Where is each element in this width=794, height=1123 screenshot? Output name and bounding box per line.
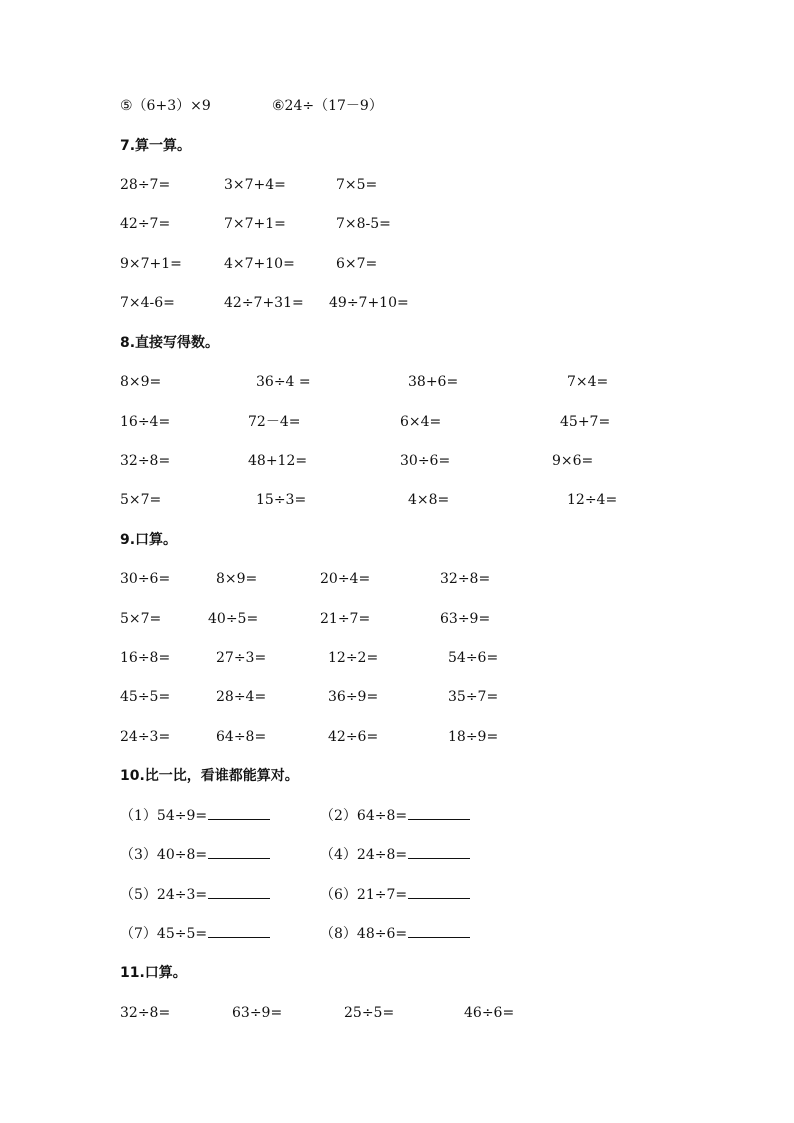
problem-item: 45+7= bbox=[560, 414, 611, 430]
problem-item: 72－4= bbox=[248, 414, 301, 430]
fill-in-item bbox=[320, 886, 470, 904]
problem-item: 3×7+4= bbox=[224, 177, 286, 193]
answer-blank[interactable] bbox=[408, 925, 470, 938]
problem-item: 64÷8= bbox=[216, 729, 267, 745]
answer-blank[interactable] bbox=[208, 807, 270, 820]
problem-item: 63÷9= bbox=[440, 611, 491, 627]
fill-in-item bbox=[120, 807, 270, 825]
problem-item: 32÷8= bbox=[440, 571, 491, 587]
problem-item: 27÷3= bbox=[216, 650, 267, 666]
problem-item: 6×4= bbox=[400, 414, 442, 430]
problem-item: 7×4-6= bbox=[120, 295, 175, 311]
problem-item: 20÷4= bbox=[320, 571, 371, 587]
problem-item: 16÷8= bbox=[120, 650, 171, 666]
section-7-title: 7.算一算。 bbox=[120, 138, 192, 154]
problem-item: 38+6= bbox=[408, 374, 459, 390]
problem-item: 25÷5= bbox=[344, 1005, 395, 1021]
problem-item: 28÷7= bbox=[120, 177, 171, 193]
problem-text: （5）24÷3= bbox=[120, 887, 208, 903]
answer-blank[interactable] bbox=[208, 925, 270, 938]
problem-item: 12÷4= bbox=[567, 492, 618, 508]
answer-blank[interactable] bbox=[208, 846, 270, 859]
problem-item: ⑥24÷（17－9） bbox=[272, 98, 383, 114]
section-11-title: 11.口算。 bbox=[120, 965, 187, 981]
problem-item: 24÷3= bbox=[120, 729, 171, 745]
problem-item: 21÷7= bbox=[320, 611, 371, 627]
problem-item: 63÷9= bbox=[232, 1005, 283, 1021]
problem-item: 42÷6= bbox=[328, 729, 379, 745]
section-10-title: 10.比一比，看谁都能算对。 bbox=[120, 768, 299, 784]
problem-item: 18÷9= bbox=[448, 729, 499, 745]
fill-in-item bbox=[320, 846, 470, 864]
problem-item: 4×7+10= bbox=[224, 256, 295, 272]
problem-item: 35÷7= bbox=[448, 689, 499, 705]
answer-blank[interactable] bbox=[408, 886, 470, 899]
problem-text: （6）21÷7= bbox=[320, 887, 408, 903]
problem-item: 30÷6= bbox=[120, 571, 171, 587]
problem-item: 5×7= bbox=[120, 492, 162, 508]
fill-in-item bbox=[320, 807, 470, 825]
problem-item: 54÷6= bbox=[448, 650, 499, 666]
problem-item: 40÷5= bbox=[208, 611, 259, 627]
problem-text: （7）45÷5= bbox=[120, 926, 208, 942]
problem-item: 4×8= bbox=[408, 492, 450, 508]
problem-item: ⑤（6+3）×9 bbox=[120, 98, 211, 114]
problem-item: 7×7+1= bbox=[224, 216, 286, 232]
problem-item: 42÷7= bbox=[120, 216, 171, 232]
problem-item: 7×8-5= bbox=[336, 216, 391, 232]
problem-text: （2）64÷8= bbox=[320, 808, 408, 824]
problem-item: 32÷8= bbox=[120, 1005, 171, 1021]
problem-item: 36÷9= bbox=[328, 689, 379, 705]
answer-blank[interactable] bbox=[208, 886, 270, 899]
problem-item: 8×9= bbox=[216, 571, 258, 587]
problem-item: 30÷6= bbox=[400, 453, 451, 469]
problem-item: 9×7+1= bbox=[120, 256, 182, 272]
problem-item: 46÷6= bbox=[464, 1005, 515, 1021]
problem-text: （4）24÷8= bbox=[320, 847, 408, 863]
answer-blank[interactable] bbox=[408, 846, 470, 859]
fill-in-item bbox=[120, 925, 270, 943]
problem-text: （8）48÷6= bbox=[320, 926, 408, 942]
problem-item: 28÷4= bbox=[216, 689, 267, 705]
answer-blank[interactable] bbox=[408, 807, 470, 820]
problem-item: 32÷8= bbox=[120, 453, 171, 469]
problem-item: 9×6= bbox=[552, 453, 594, 469]
problem-item: 6×7= bbox=[336, 256, 378, 272]
problem-item: 36÷4 = bbox=[256, 374, 311, 390]
fill-in-item bbox=[120, 846, 270, 864]
problem-item: 12÷2= bbox=[328, 650, 379, 666]
problem-item: 7×5= bbox=[336, 177, 378, 193]
section-9-title: 9.口算。 bbox=[120, 532, 178, 548]
problem-item: 7×4= bbox=[567, 374, 609, 390]
problem-item: 15÷3= bbox=[256, 492, 307, 508]
problem-item: 8×9= bbox=[120, 374, 162, 390]
problem-item: 42÷7+31= bbox=[224, 295, 304, 311]
problem-item: 5×7= bbox=[120, 611, 162, 627]
problem-item: 45÷5= bbox=[120, 689, 171, 705]
problem-text: （1）54÷9= bbox=[120, 808, 208, 824]
problem-text: （3）40÷8= bbox=[120, 847, 208, 863]
fill-in-item bbox=[120, 886, 270, 904]
fill-in-item bbox=[320, 925, 470, 943]
problem-item: 48+12= bbox=[248, 453, 308, 469]
problem-item: 16÷4= bbox=[120, 414, 171, 430]
problem-item: 49÷7+10= bbox=[329, 295, 409, 311]
section-8-title: 8.直接写得数。 bbox=[120, 335, 220, 351]
